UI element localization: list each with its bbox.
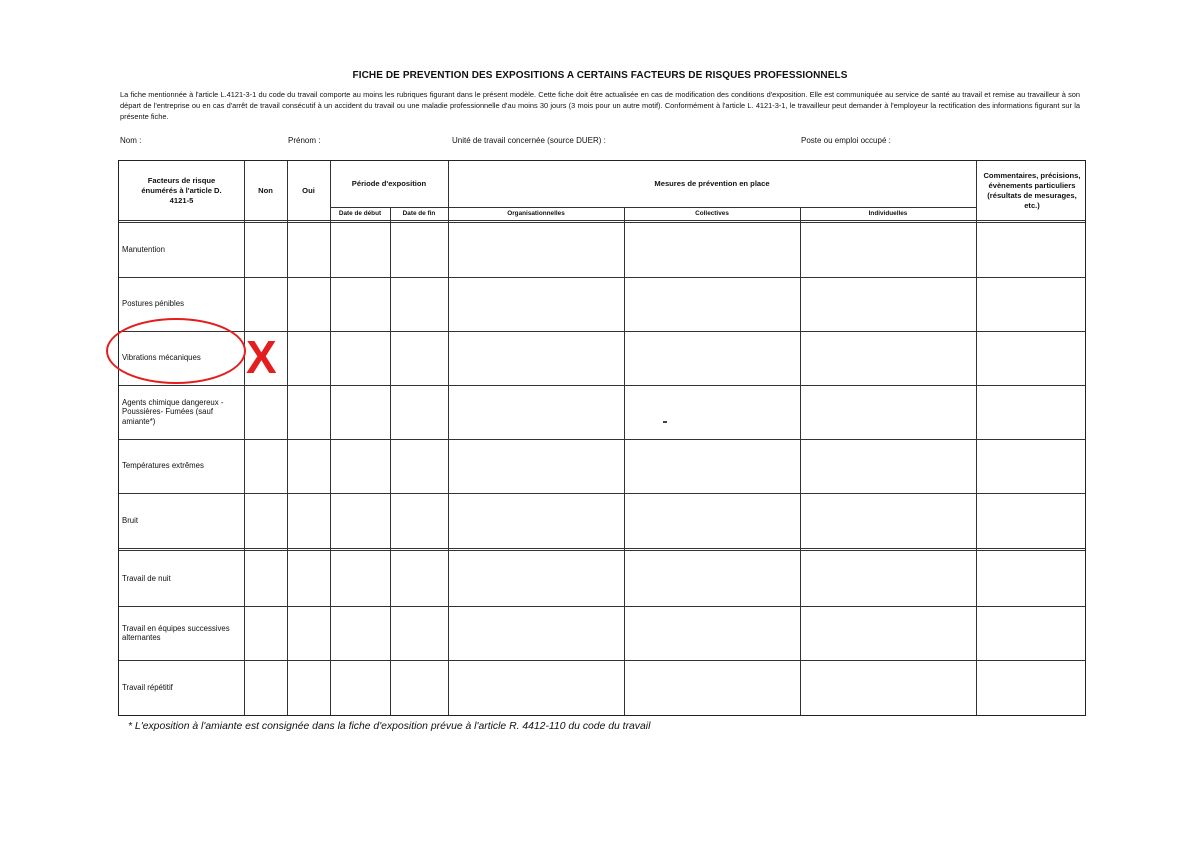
col-divider <box>244 161 245 715</box>
header-mesures: Mesures de prévention en place <box>654 179 770 188</box>
scan-speck <box>663 421 667 423</box>
col-divider <box>390 207 391 715</box>
row-divider <box>119 606 1085 607</box>
subheader-date-fin: Date de fin <box>402 210 436 217</box>
red-x-mark: X <box>246 331 277 383</box>
col-divider <box>330 161 331 715</box>
intro-paragraph: La fiche mentionnée à l'article L.4121-3-1 du code du travail comporte au moins les rubriques figurant dans le présent modèle. Cette fiche doit être actualisée en cas de modification des conditions d'exposition. Elle est communiquée au service de santé au travail et remise au travailleur à son départ de l'entreprise ou en cas d'arrêt de travail consécutif à un accident du travail ou une maladie professionnelle d'au moins 30 jours (3 mois pour un autre motif). Conformément à l'article L. 4121-3-1, le travailleur peut demander à l'employeur la rectification des informations figurant sur la présente fiche. <box>120 90 1080 121</box>
row-label-vibrations: Vibrations mécaniques <box>122 353 201 363</box>
header-facteurs: Facteurs de risque énumérés à l'article D. 4121-5 <box>141 175 222 205</box>
highlight-circle <box>106 318 246 384</box>
header-non: Non <box>258 185 273 195</box>
col-divider <box>624 207 625 715</box>
field-poste-label: Poste ou emploi occupé : <box>801 136 891 145</box>
subheader-organisationnelles: Organisationnelles <box>507 210 565 217</box>
row-label-bruit: Bruit <box>122 515 139 525</box>
row-divider <box>119 385 1085 386</box>
section-divider <box>119 548 1085 551</box>
field-nom-label: Nom : <box>120 136 142 145</box>
footnote: * L'exposition à l'amiante est consignée dans la fiche d'exposition prévue à l'article R. 4412-110 du code du travail <box>128 721 651 732</box>
row-divider <box>119 660 1085 661</box>
col-divider <box>287 161 288 715</box>
header-periode: Période d'exposition <box>351 179 427 188</box>
exposure-table <box>118 160 1086 716</box>
subheader-individuelles: Individuelles <box>868 210 908 217</box>
row-label-postures: Postures pénibles <box>122 299 184 309</box>
row-divider <box>119 493 1085 494</box>
row-label-travail-repetitif: Travail répétitif <box>122 682 173 692</box>
row-label-manutention: Manutention <box>122 245 165 255</box>
subheader-collectives: Collectives <box>695 210 729 217</box>
col-divider <box>976 161 977 715</box>
row-divider <box>119 439 1085 440</box>
row-label-agents-chimiques: Agents chimique dangereux - Poussières- Fumées (sauf amiante*) <box>122 397 224 426</box>
row-divider <box>119 277 1085 278</box>
row-label-travail-equipes: Travail en équipes successives alternantes <box>122 623 230 642</box>
col-divider <box>448 161 449 715</box>
row-label-travail-nuit: Travail de nuit <box>122 574 171 584</box>
header-commentaires: Commentaires, précisions, évènements particuliers (résultats de mesurages, etc.) <box>983 170 1081 210</box>
field-prenom-label: Prénom : <box>288 136 321 145</box>
row-label-temperatures: Températures extrêmes <box>122 461 204 471</box>
subheader-date-debut: Date de début <box>338 210 382 217</box>
col-divider <box>800 207 801 715</box>
form-title: FICHE DE PREVENTION DES EXPOSITIONS A CERTAINS FACTEURS DE RISQUES PROFESSIONNELS <box>352 70 848 81</box>
header-oui: Oui <box>302 185 315 195</box>
header-bottom-border <box>119 220 1085 223</box>
field-unite-label: Unité de travail concernée (source DUER) : <box>452 136 606 145</box>
